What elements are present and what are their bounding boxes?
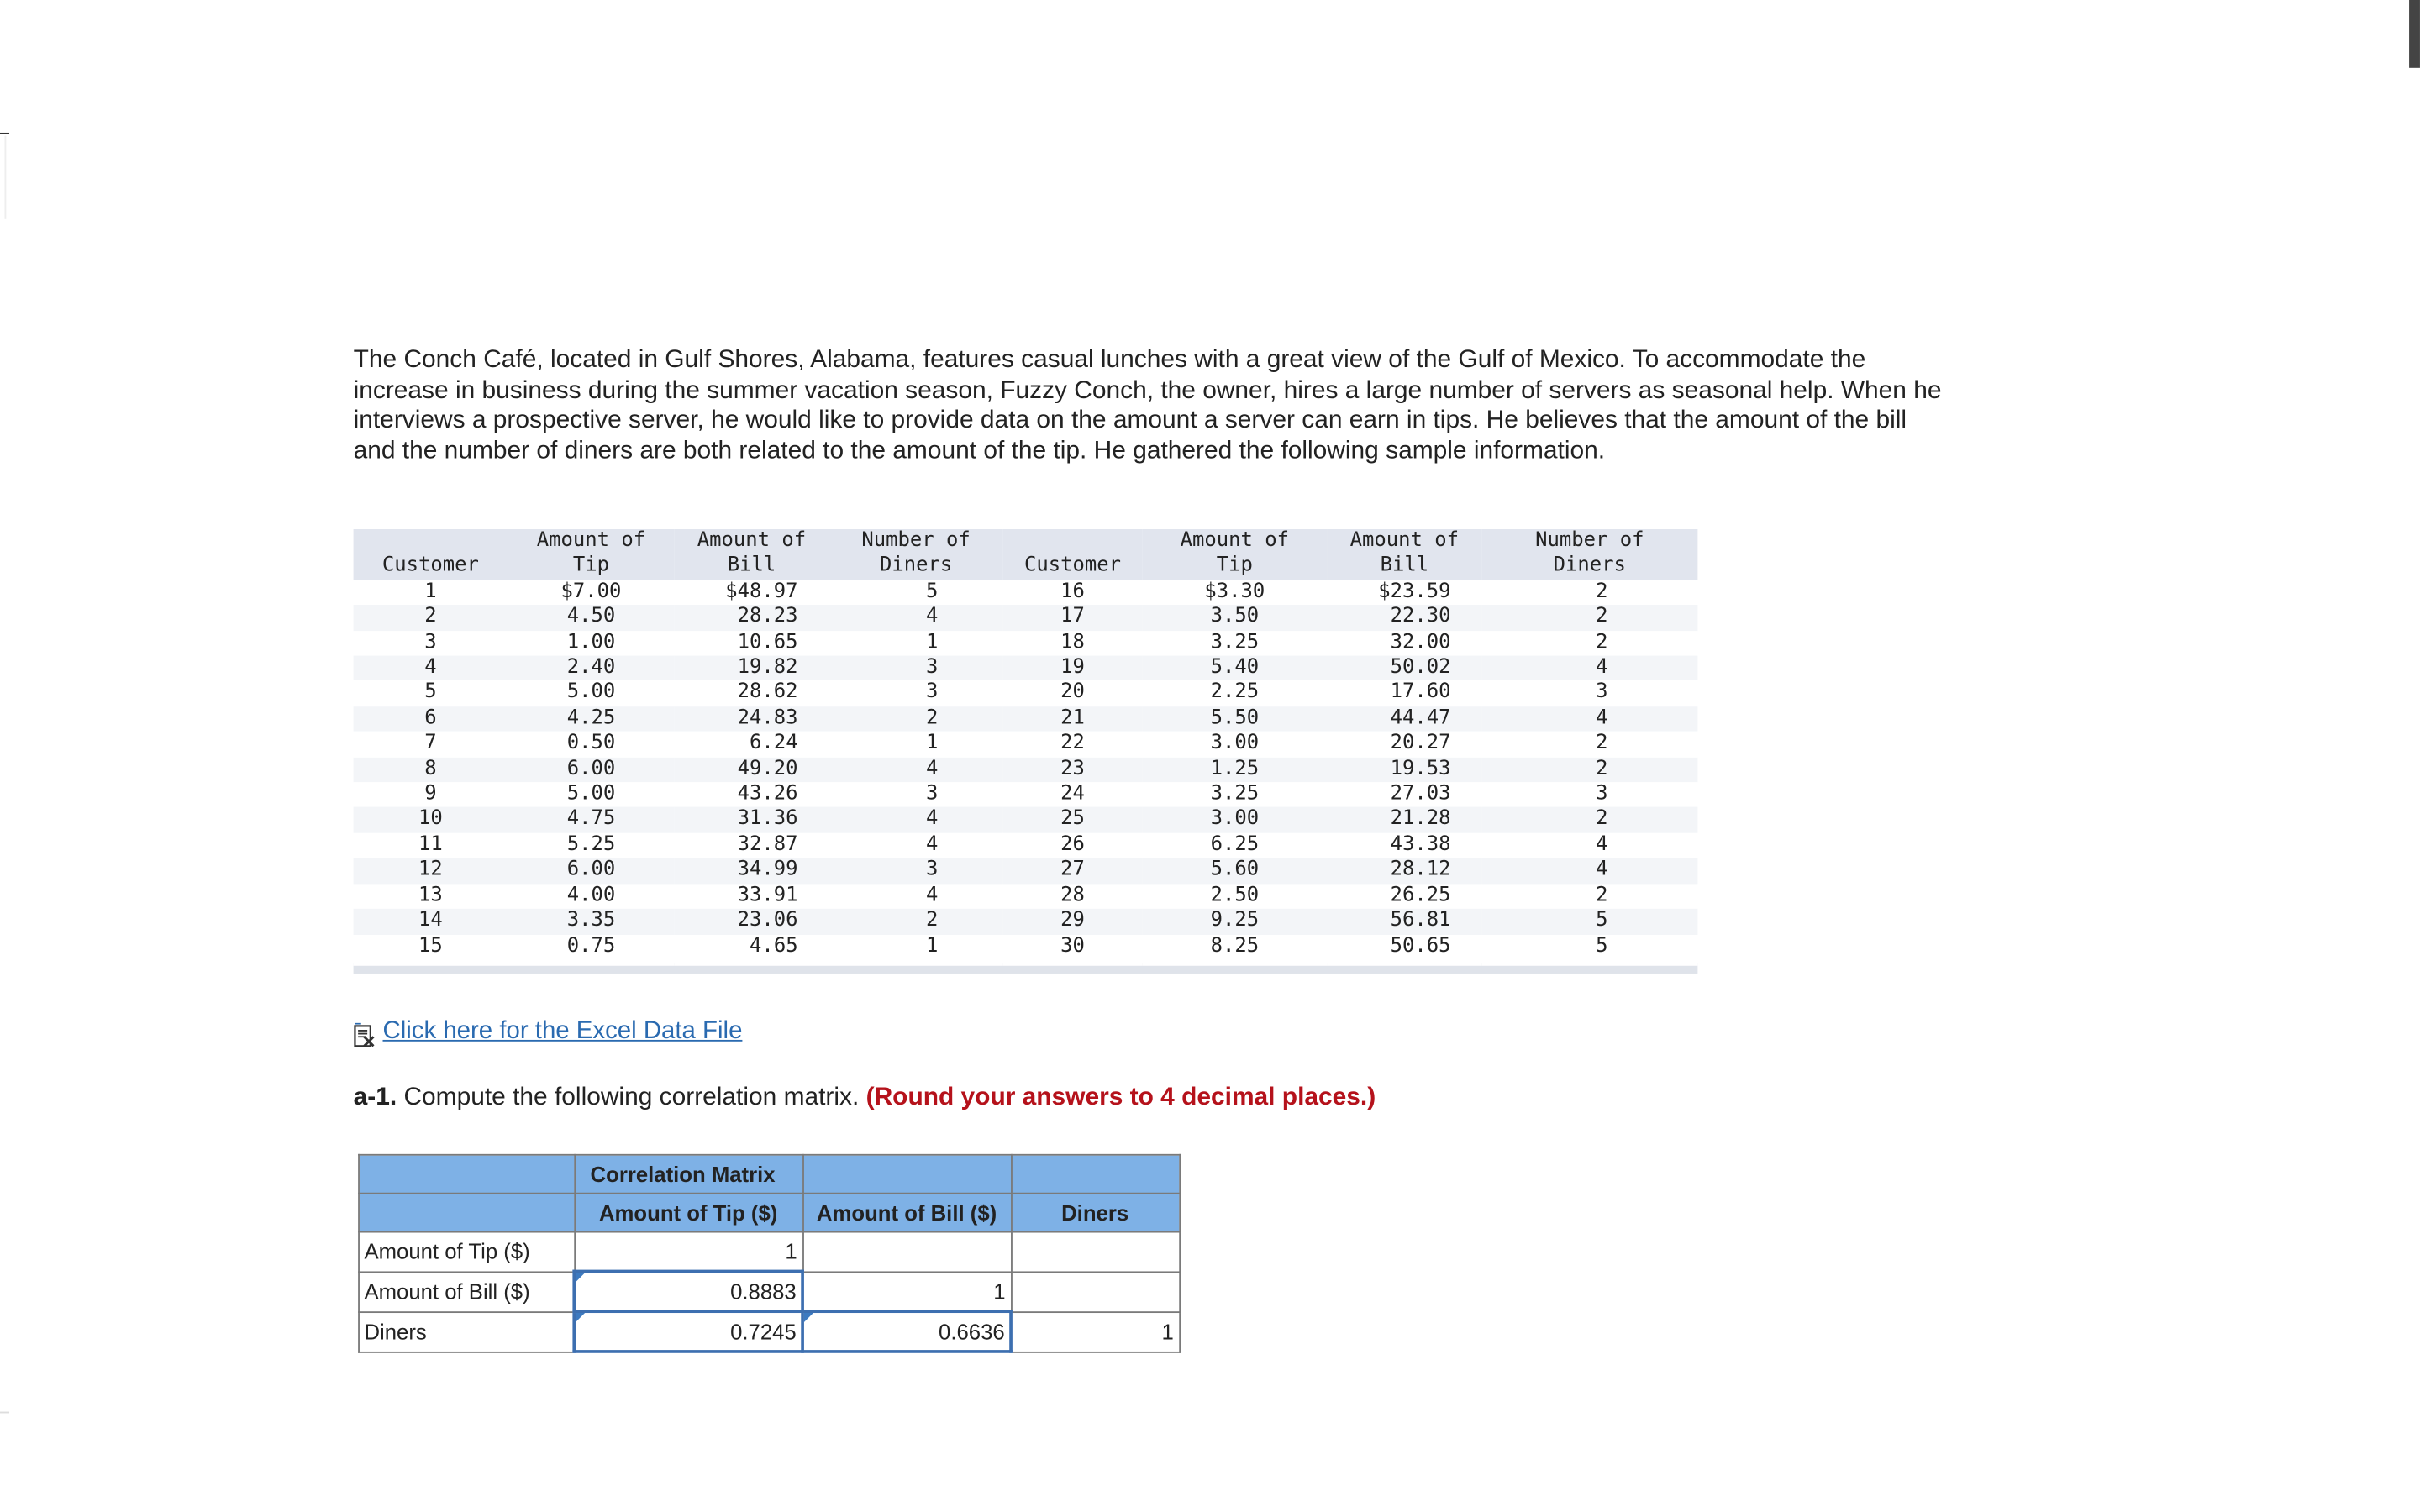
cell-customer: 6: [354, 706, 508, 732]
cell-bill: 28.12: [1328, 858, 1482, 884]
correlation-matrix-table: [358, 1154, 1180, 1353]
cell-bill: 50.65: [1328, 934, 1482, 963]
col-header-bill-2: Amount of Bill: [1328, 529, 1482, 580]
cell-bill: 32.00: [1328, 631, 1482, 656]
corr-title-row: [359, 1155, 1179, 1194]
data-table-row: [354, 681, 1698, 706]
cell-customer: 18: [1003, 631, 1142, 656]
cell-customer: 7: [354, 732, 508, 757]
corr-input-tip-diners[interactable]: 0.7245: [574, 1311, 802, 1352]
corr-cell: 1: [574, 1232, 802, 1272]
cell-customer: 17: [1003, 605, 1142, 630]
cell-bill: 19.82: [675, 656, 829, 681]
cell-customer: 29: [1003, 909, 1142, 934]
cell-customer: 14: [354, 909, 508, 934]
question-label: a-1.: [353, 1083, 397, 1111]
cell-customer: 15: [354, 934, 508, 963]
corr-title: Correlation Matrix: [574, 1155, 802, 1194]
cell-bill: $48.97: [675, 580, 829, 605]
cell-diners: 3: [1481, 681, 1697, 706]
cell-tip: 3.50: [1142, 605, 1327, 630]
cell-diners: 3: [829, 858, 1003, 884]
intro-paragraph: The Conch Café, located in Gulf Shores, Alabama, features casual lunches with a great view of the Gulf of Mexico. To accommodate the increase in business during the summer vacation season, Fuzzy Conch, the owner, hires a large number of servers as seasonal help. When he interviews a prospective server, he would like to provide data on the amount a server can earn in tips. He believes that the amount of the bill and the number of diners are both related to the amount of the tip. He gathered the following sample information.: [353, 345, 1942, 465]
corr-row-label: Diners: [359, 1311, 574, 1352]
data-table-body: [354, 580, 1698, 963]
cell-bill: 34.99: [675, 858, 829, 884]
data-table-row: [354, 757, 1698, 782]
cell-bill: 4.65: [675, 934, 829, 963]
cell-bill: 43.26: [675, 782, 829, 807]
cell-tip: 8.25: [1142, 934, 1327, 963]
col-header-tip: Amount of Tip: [508, 529, 674, 580]
cell-customer: 23: [1003, 757, 1142, 782]
cell-tip: 4.00: [508, 884, 674, 909]
cell-diners: 2: [1481, 631, 1697, 656]
excel-file-icon[interactable]: [354, 1023, 377, 1047]
cell-bill: 17.60: [1328, 681, 1482, 706]
cell-bill: $23.59: [1328, 580, 1482, 605]
corr-corner-cell: [359, 1155, 574, 1194]
cell-bill: 20.27: [1328, 732, 1482, 757]
data-table-footer-bar: [354, 963, 1698, 974]
cell-tip: 3.00: [1142, 732, 1327, 757]
cell-diners: 3: [1481, 782, 1697, 807]
cell-diners: 3: [829, 681, 1003, 706]
cell-diners: 2: [1481, 580, 1697, 605]
cell-tip: 2.25: [1142, 681, 1327, 706]
cell-tip: 0.50: [508, 732, 674, 757]
cell-tip: 5.25: [508, 833, 674, 858]
cell-diners: 2: [829, 909, 1003, 934]
cell-tip: 2.50: [1142, 884, 1327, 909]
cell-tip: 6.00: [508, 757, 674, 782]
cell-customer: 20: [1003, 681, 1142, 706]
cell-tip: 3.35: [508, 909, 674, 934]
cell-tip: 6.25: [1142, 833, 1327, 858]
cell-bill: 43.38: [1328, 833, 1482, 858]
corr-col-header-bill: Amount of Bill ($): [802, 1194, 1011, 1232]
cell-diners: 2: [1481, 732, 1697, 757]
data-table-row: [354, 580, 1698, 605]
cell-tip: 4.50: [508, 605, 674, 630]
cell-tip: 5.50: [1142, 706, 1327, 732]
cell-customer: 13: [354, 884, 508, 909]
cell-tip: 3.25: [1142, 631, 1327, 656]
corr-col-header-tip: Amount of Tip ($): [574, 1194, 802, 1232]
edge-line: [0, 136, 6, 219]
corr-row-label: Amount of Tip ($): [359, 1232, 574, 1272]
cell-tip: 1.00: [508, 631, 674, 656]
corr-row-label: Amount of Bill ($): [359, 1271, 574, 1311]
cell-diners: 4: [829, 884, 1003, 909]
cell-diners: 4: [829, 807, 1003, 832]
cell-tip: $3.30: [1142, 580, 1327, 605]
data-table-row: [354, 605, 1698, 630]
cell-customer: 8: [354, 757, 508, 782]
cell-tip: 5.00: [508, 782, 674, 807]
cell-diners: 1: [829, 732, 1003, 757]
cell-diners: 2: [1481, 884, 1697, 909]
cell-diners: 4: [1481, 833, 1697, 858]
data-table-row: [354, 631, 1698, 656]
footer-bar-cell: [354, 963, 1698, 974]
cell-bill: 23.06: [675, 909, 829, 934]
cell-customer: 9: [354, 782, 508, 807]
cell-bill: 27.03: [1328, 782, 1482, 807]
data-table-row: [354, 706, 1698, 732]
cell-customer: 19: [1003, 656, 1142, 681]
data-table-header-row: [354, 529, 1698, 580]
corr-cell: [1011, 1232, 1179, 1272]
col-header-tip-2: Amount of Tip: [1142, 529, 1327, 580]
col-header-diners-2: Number of Diners: [1481, 529, 1697, 580]
cell-tip: 5.60: [1142, 858, 1327, 884]
corr-cell: 1: [802, 1271, 1011, 1311]
cell-bill: 10.65: [675, 631, 829, 656]
cell-diners: 4: [1481, 858, 1697, 884]
cell-diners: 5: [829, 580, 1003, 605]
data-table-row: [354, 807, 1698, 832]
cell-diners: 5: [1481, 934, 1697, 963]
data-table-row: [354, 782, 1698, 807]
edge-tick: [0, 133, 9, 134]
cell-tip: $7.00: [508, 580, 674, 605]
corr-cell: [1011, 1271, 1179, 1311]
cell-bill: 21.28: [1328, 807, 1482, 832]
cell-customer: 30: [1003, 934, 1142, 963]
cell-diners: 2: [1481, 605, 1697, 630]
cell-bill: 31.36: [675, 807, 829, 832]
corr-col-header-diners: Diners: [1011, 1194, 1179, 1232]
data-table-row: [354, 934, 1698, 963]
cell-tip: 0.75: [508, 934, 674, 963]
cell-tip: 1.25: [1142, 757, 1327, 782]
cell-bill: 28.23: [675, 605, 829, 630]
data-table-row: [354, 884, 1698, 909]
cell-bill: 19.53: [1328, 757, 1482, 782]
cell-customer: 26: [1003, 833, 1142, 858]
cell-bill: 32.87: [675, 833, 829, 858]
cell-customer: 10: [354, 807, 508, 832]
cell-customer: 2: [354, 605, 508, 630]
excel-file-link-row: [354, 1016, 743, 1049]
cell-tip: 5.00: [508, 681, 674, 706]
cell-bill: 33.91: [675, 884, 829, 909]
corr-row-tip: [359, 1232, 1179, 1272]
corr-corner-cell: [359, 1194, 574, 1232]
cell-bill: 6.24: [675, 732, 829, 757]
cell-tip: 5.40: [1142, 656, 1327, 681]
cell-bill: 44.47: [1328, 706, 1482, 732]
corr-input-bill-diners[interactable]: 0.6636: [802, 1311, 1011, 1352]
cell-bill: 22.30: [1328, 605, 1482, 630]
col-header-bill: Amount of Bill: [675, 529, 829, 580]
cell-bill: 49.20: [675, 757, 829, 782]
data-table-row: [354, 833, 1698, 858]
cell-diners: 4: [829, 757, 1003, 782]
col-header-diners: Number of Diners: [829, 529, 1003, 580]
cell-diners: 5: [1481, 909, 1697, 934]
sample-data-table: [354, 529, 1698, 974]
cell-tip: 6.00: [508, 858, 674, 884]
cell-customer: 1: [354, 580, 508, 605]
cell-tip: 4.75: [508, 807, 674, 832]
cell-bill: 24.83: [675, 706, 829, 732]
corr-input-tip-bill[interactable]: 0.8883: [574, 1271, 802, 1311]
col-header-customer-2: Customer: [1003, 529, 1142, 580]
cell-diners: 4: [1481, 706, 1697, 732]
cell-tip: 4.25: [508, 706, 674, 732]
cell-customer: 24: [1003, 782, 1142, 807]
cell-customer: 5: [354, 681, 508, 706]
cell-customer: 27: [1003, 858, 1142, 884]
corr-title-blank: [802, 1155, 1011, 1194]
cell-customer: 28: [1003, 884, 1142, 909]
cell-diners: 1: [829, 631, 1003, 656]
cell-diners: 2: [1481, 757, 1697, 782]
cell-tip: 9.25: [1142, 909, 1327, 934]
corr-cell: [802, 1232, 1011, 1272]
cell-tip: 3.00: [1142, 807, 1327, 832]
cell-customer: 22: [1003, 732, 1142, 757]
question-a1: [354, 1083, 1376, 1112]
cell-diners: 4: [829, 605, 1003, 630]
data-table-row: [354, 858, 1698, 884]
cell-diners: 3: [829, 782, 1003, 807]
cell-customer: 11: [354, 833, 508, 858]
corr-row-diners: [359, 1311, 1179, 1352]
corr-row-bill: [359, 1271, 1179, 1311]
corr-header-row: [359, 1194, 1179, 1232]
cell-bill: 26.25: [1328, 884, 1482, 909]
cell-tip: 2.40: [508, 656, 674, 681]
cell-diners: 4: [829, 833, 1003, 858]
cell-customer: 3: [354, 631, 508, 656]
data-table-row: [354, 909, 1698, 934]
cell-diners: 4: [1481, 656, 1697, 681]
cell-diners: 3: [829, 656, 1003, 681]
cell-customer: 4: [354, 656, 508, 681]
cell-bill: 56.81: [1328, 909, 1482, 934]
rounding-note: (Round your answers to 4 decimal places.): [865, 1083, 1376, 1111]
cell-customer: 16: [1003, 580, 1142, 605]
cell-bill: 50.02: [1328, 656, 1482, 681]
corr-title-blank: [1011, 1155, 1179, 1194]
corr-cell: 1: [1011, 1311, 1179, 1352]
excel-data-file-link[interactable]: Click here for the Excel Data File: [382, 1018, 743, 1045]
cell-bill: 28.62: [675, 681, 829, 706]
cell-customer: 21: [1003, 706, 1142, 732]
question-text: Compute the following correlation matrix.: [397, 1083, 866, 1111]
cell-diners: 2: [829, 706, 1003, 732]
data-table-row: [354, 732, 1698, 757]
col-header-customer: Customer: [354, 529, 508, 580]
cell-diners: 1: [829, 934, 1003, 963]
cell-diners: 2: [1481, 807, 1697, 832]
cell-tip: 3.25: [1142, 782, 1327, 807]
cell-customer: 25: [1003, 807, 1142, 832]
cell-customer: 12: [354, 858, 508, 884]
scrollbar-thumb[interactable]: [2409, 0, 2420, 68]
data-table-row: [354, 656, 1698, 681]
edge-bottom-tick: [0, 1412, 9, 1414]
